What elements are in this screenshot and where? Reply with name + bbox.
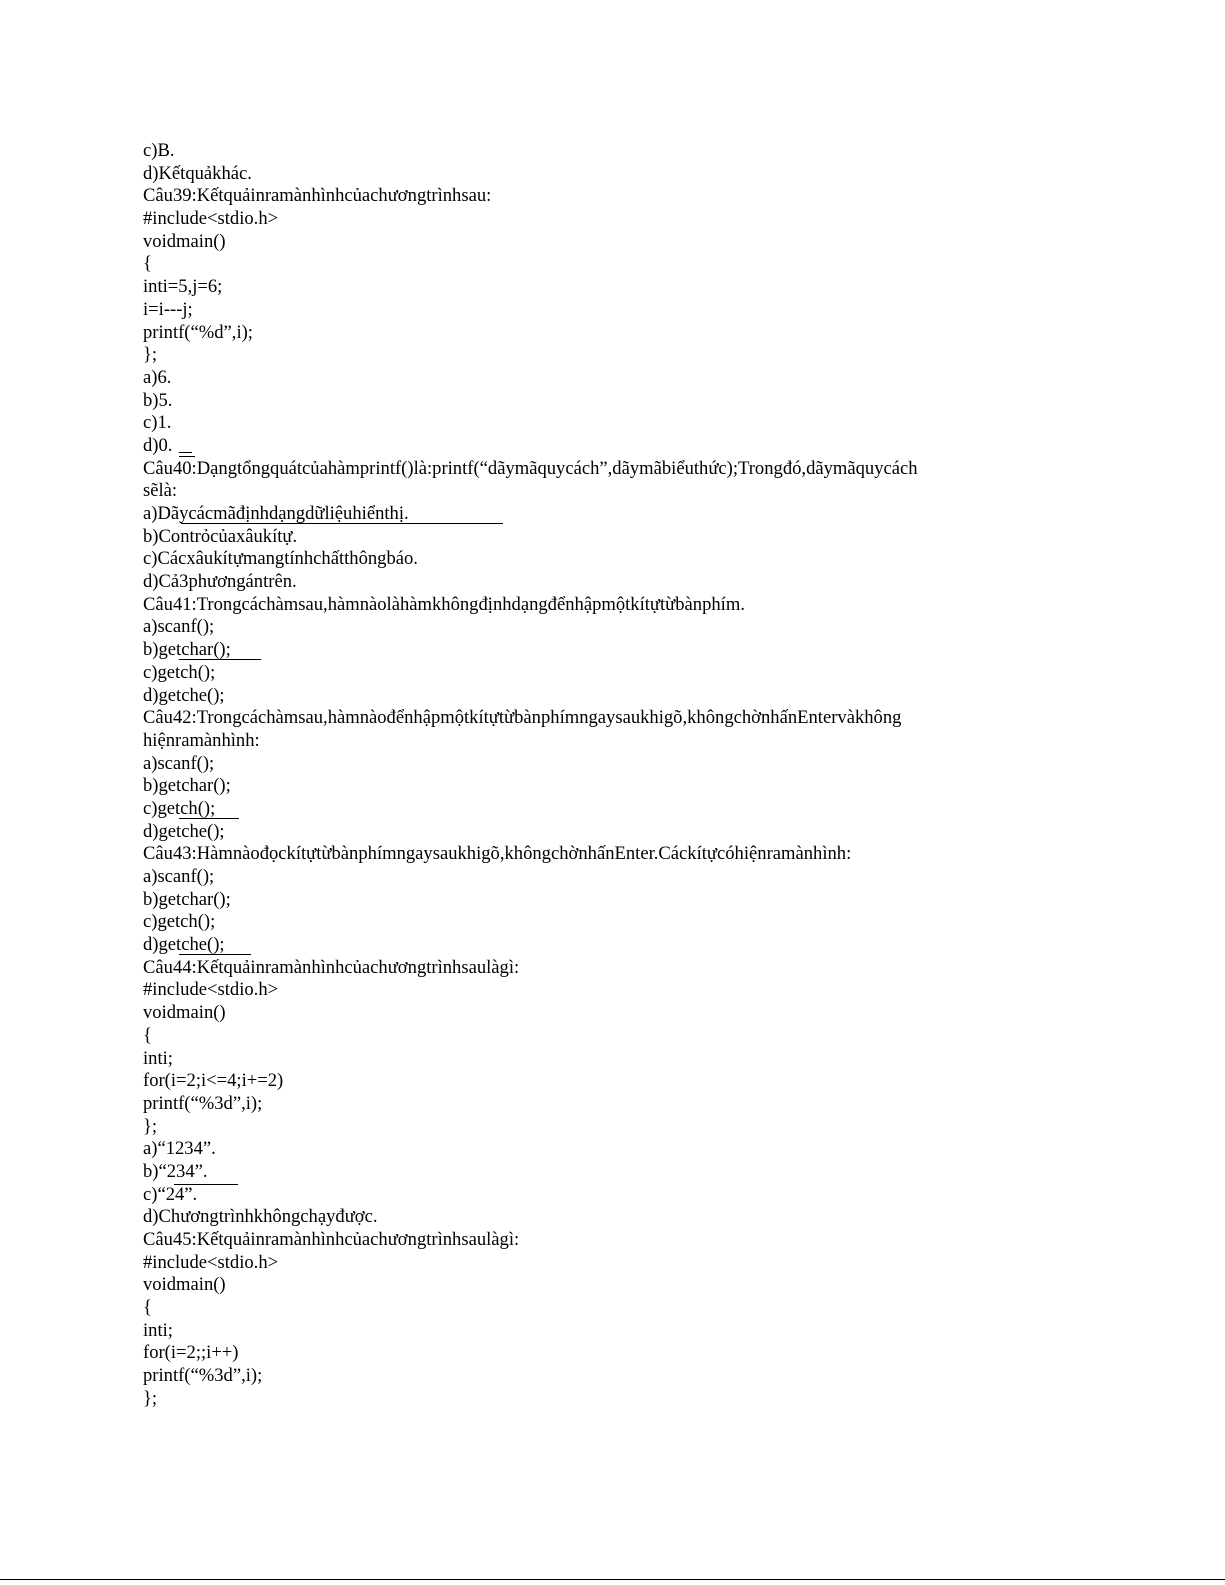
text-line: for(i=2;;i++) (143, 1342, 239, 1364)
text-line: voidmain() (143, 230, 226, 252)
text-line: i=i---j; (143, 298, 193, 320)
text-line: d)getche(); (143, 934, 1143, 957)
text-line: d)0. (143, 435, 1143, 458)
text-line: c)1. (143, 412, 172, 434)
answer-underline-mark (181, 523, 503, 524)
text-line: Câu40:Dạngtổngquátcủahàmprintf()là:printf(“dãymãquycách”,dãymãbiểuthức);Trongđó,dãymãquycách (143, 457, 918, 479)
text-line: inti=5,j=6; (143, 276, 223, 298)
text-line: }; (143, 1115, 158, 1137)
text-line: b)getchar(); (143, 888, 231, 910)
text-line: b)5. (143, 389, 173, 411)
text-line: c)“24”. (143, 1184, 1143, 1207)
text-line: { (143, 1297, 152, 1319)
text-line: d)Cả3phươngántrên. (143, 571, 297, 593)
text-line: b)“234”. (143, 1160, 208, 1182)
answer-underline-mark (179, 456, 195, 457)
text-line: Câu42:Trongcáchàmsau,hàmnàođểnhậpmộtkítựtừbànphímngaysaukhigõ,khôngchờnhấnEntervàkhông (143, 707, 902, 729)
text-line: inti; (143, 1319, 173, 1341)
text-line: b)Contrỏcủaxâukítự. (143, 525, 298, 547)
document-body (143, 140, 1143, 1411)
text-line: for(i=2;i<=4;i+=2) (143, 1070, 284, 1092)
text-line: voidmain() (143, 1002, 226, 1024)
text-line: a)6. (143, 366, 172, 388)
text-line: d)getche(); (143, 820, 225, 842)
text-line: #include<stdio.h> (143, 1251, 279, 1273)
answer-underline-mark (179, 452, 192, 453)
text-line: #include<stdio.h> (143, 208, 279, 230)
text-line: Câu45:Kếtquảinramànhìnhcủachươngtrìnhsaulàgì: (143, 1229, 520, 1250)
text-line: b)getchar(); (143, 775, 231, 797)
text-line: voidmain() (143, 1274, 226, 1296)
answer-underline-mark (179, 818, 239, 819)
text-line: d)Kếtquảkhác. (143, 162, 252, 184)
text-line: d)getche(); (143, 684, 225, 706)
text-line: c)getch(); (143, 798, 1143, 821)
text-line: d)Chươngtrìnhkhôngchạyđược. (143, 1206, 378, 1228)
text-line: printf(“%3d”,i); (143, 1365, 263, 1387)
answer-underline-mark (179, 659, 261, 660)
text-line: b)getchar(); (143, 639, 1143, 662)
text-line: inti; (143, 1047, 173, 1069)
text-line: }; (143, 1387, 158, 1409)
text-line: printf(“%d”,i); (143, 321, 253, 343)
answer-underline-mark (179, 954, 251, 955)
page-bottom-rule (0, 1579, 1225, 1580)
text-line: Câu44:Kếtquảinramànhìnhcủachươngtrìnhsaulàgì: (143, 956, 520, 978)
text-line: }; (143, 344, 158, 366)
text-line: c)getch(); (143, 661, 216, 683)
text-line: c)B. (143, 140, 175, 161)
text-line: Câu43:Hàmnàođọckítựtừbànphímngaysaukhigõ,khôngchờnhấnEnter.Cáckítựcóhiệnramànhình: (143, 843, 852, 865)
text-line: hiệnramànhình: (143, 729, 260, 751)
text-line: c)Cácxâukítựmangtínhchấtthôngbáo. (143, 548, 418, 570)
text-line: printf(“%3d”,i); (143, 1092, 263, 1114)
text-line: a)“1234”. (143, 1138, 216, 1160)
text-line: { (143, 253, 152, 275)
answer-underline-mark (174, 1184, 238, 1185)
text-line: #include<stdio.h> (143, 979, 279, 1001)
text-line: sẽlà: (143, 480, 178, 502)
text-line: Câu41:Trongcáchàmsau,hàmnàolàhàmkhôngđịnhdạngđểnhậpmộtkítựtừbànphím. (143, 593, 745, 615)
text-line: Câu39:Kếtquảinramànhìnhcủachươngtrìnhsau: (143, 185, 492, 207)
text-line: { (143, 1024, 152, 1046)
text-line: a)scanf(); (143, 866, 215, 887)
text-line: a)scanf(); (143, 752, 215, 774)
text-line: a)Dãycácmãđịnhdạngdữliệuhiểnthị. (143, 503, 1143, 526)
text-line: c)getch(); (143, 911, 216, 933)
text-line: a)scanf(); (143, 616, 215, 638)
